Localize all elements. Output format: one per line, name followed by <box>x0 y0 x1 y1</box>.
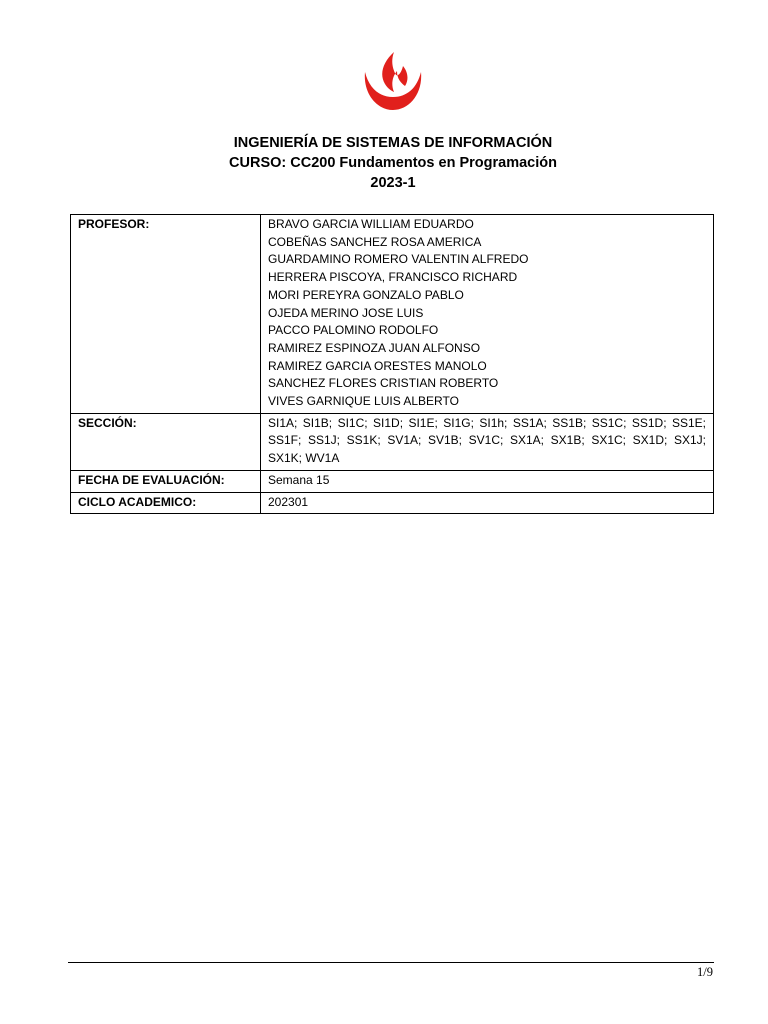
profesor-name: VIVES GARNIQUE LUIS ALBERTO <box>268 394 459 409</box>
document-header <box>0 133 768 193</box>
profesor-name: RAMIREZ ESPINOZA JUAN ALFONSO <box>268 340 481 355</box>
ciclo-value: 202301 <box>261 492 714 514</box>
profesor-name: COBEÑAS SANCHEZ ROSA AMERICA <box>268 234 482 249</box>
fecha-value: Semana 15 <box>261 470 714 492</box>
profesor-name: OJEDA MERINO JOSE LUIS <box>268 305 424 320</box>
table-row-seccion <box>71 413 714 470</box>
table-row-fecha <box>71 470 714 492</box>
course-info-table <box>70 214 714 514</box>
profesor-list <box>261 215 714 414</box>
table-row-ciclo <box>71 492 714 514</box>
seccion-value: SI1A; SI1B; SI1C; SI1D; SI1E; SI1G; SI1h; SS1A; SS1B; SS1C; SS1D; SS1E; SS1F; SS1J; SS1K; SV1A; SV1B; SV1C; SX1A; SX1B; SX1C; SX1D; SX1J; SX1K; WV1A <box>261 413 714 470</box>
header-year: 2023-1 <box>370 175 416 191</box>
page-number: 1/9 <box>697 965 713 979</box>
fecha-label: FECHA DE EVALUACIÓN: <box>71 470 261 492</box>
profesor-name: HERRERA PISCOYA, FRANCISCO RICHARD <box>268 270 518 285</box>
header-title: INGENIERÍA DE SISTEMAS DE INFORMACIÓN <box>233 135 553 151</box>
table-row-profesor <box>71 215 714 414</box>
profesor-name: PACCO PALOMINO RODOLFO <box>268 323 439 338</box>
profesor-name: SANCHEZ FLORES CRISTIAN ROBERTO <box>268 376 499 391</box>
profesor-name: RAMIREZ GARCIA ORESTES MANOLO <box>268 358 487 373</box>
seccion-label: SECCIÓN: <box>71 413 261 470</box>
profesor-name: GUARDAMINO ROMERO VALENTIN ALFREDO <box>268 252 529 267</box>
footer-divider <box>68 962 714 963</box>
ciclo-label: CICLO ACADEMICO: <box>71 492 261 514</box>
flame-logo-icon <box>361 50 425 112</box>
profesor-name: BRAVO GARCIA WILLIAM EDUARDO <box>268 217 474 231</box>
profesor-label: PROFESOR: <box>71 215 261 414</box>
profesor-name: MORI PEREYRA GONZALO PABLO <box>268 287 464 302</box>
header-course: CURSO: CC200 Fundamentos en Programación <box>229 155 557 171</box>
